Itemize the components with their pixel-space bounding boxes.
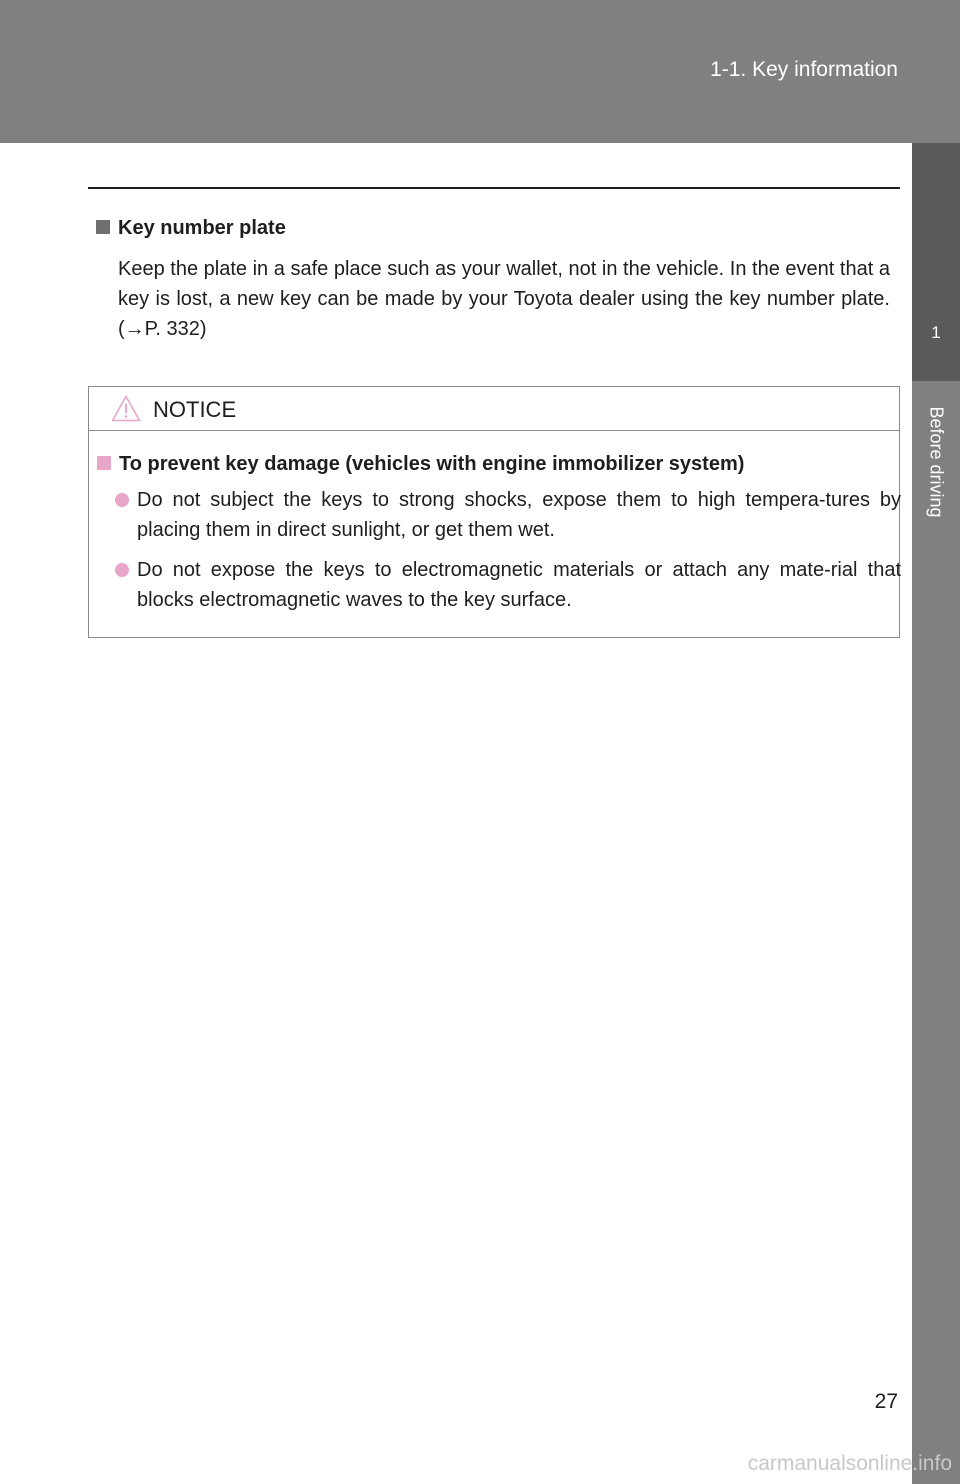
side-tab-chapter [912, 143, 960, 381]
side-tab-number: 1 [931, 323, 941, 342]
square-bullet-icon [96, 220, 110, 234]
header-band [0, 0, 960, 143]
notice-item [115, 555, 901, 615]
round-bullet-icon [115, 563, 129, 577]
notice-header [89, 387, 899, 431]
section-heading [96, 217, 286, 240]
notice-heading [97, 453, 744, 476]
notice-heading-text: To prevent key damage (vehicles with engine immobilizer system) [119, 453, 745, 475]
page-number: 27 [874, 1390, 898, 1413]
square-bullet-icon [97, 456, 111, 470]
header-title: 1-1. Key information [710, 58, 898, 81]
notice-item-text: Do not subject the keys to strong shocks, expose them to high tempera-tures by placing them in direct sunlight, or get them wet. [137, 489, 901, 541]
side-tab-label: Before driving [926, 406, 947, 518]
warning-triangle-icon [111, 395, 141, 422]
notice-label: NOTICE [153, 397, 237, 422]
section-heading-text: Key number plate [118, 217, 286, 239]
watermark: carmanualsonline.info [747, 1452, 952, 1475]
notice-box [88, 386, 900, 638]
top-divider [88, 187, 900, 189]
notice-item [115, 485, 901, 545]
side-tab-strip [912, 381, 960, 1484]
section-body: Keep the plate in a safe place such as your wallet, not in the vehicle. In the event that a key is lost, a new key can be made by your Toyota dealer using the key number plate. (→P. 332) [118, 258, 890, 340]
round-bullet-icon [115, 493, 129, 507]
notice-item-text: Do not expose the keys to electromagnetic materials or attach any mate-rial that blocks electromagnetic waves to the key surface. [137, 559, 901, 611]
